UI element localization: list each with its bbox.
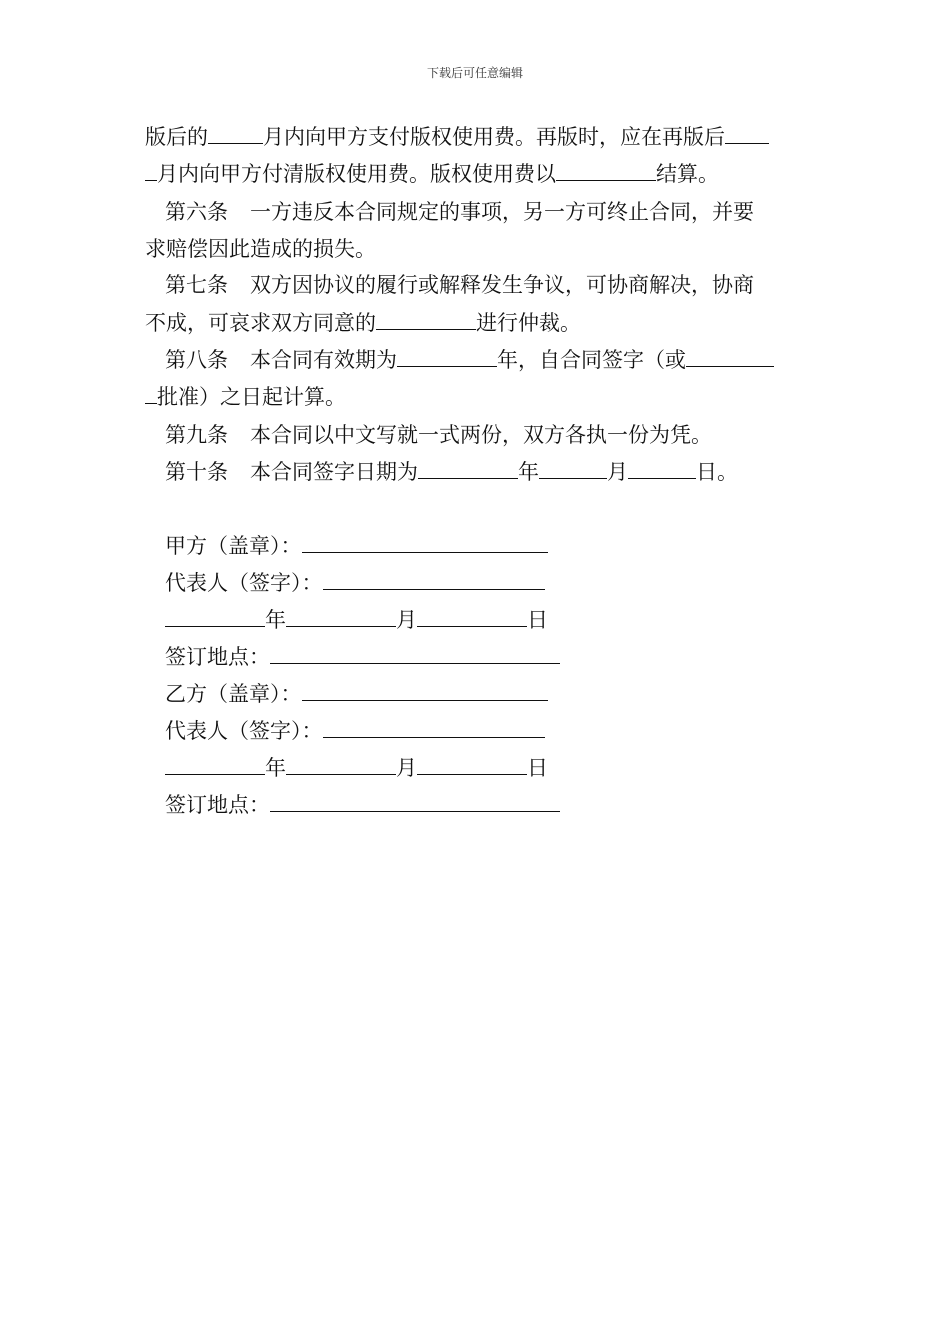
article-label: 第九条 — [165, 423, 228, 447]
article-8-line-1 — [165, 345, 774, 374]
party-b-seal-line — [165, 679, 548, 708]
article-label: 第六条 — [165, 200, 228, 224]
date-b-day-field[interactable] — [417, 753, 527, 775]
article-5-line-2 — [145, 159, 719, 188]
rep-a-label: 代表人（签字）： — [165, 571, 323, 595]
text: 月 — [396, 756, 417, 780]
text: 年，自合同签字（或 — [497, 348, 686, 372]
text: 批准）之日起计算。 — [157, 385, 346, 409]
place-a-line — [165, 642, 560, 671]
text: 日 — [527, 756, 548, 780]
party-a-label: 甲方（盖章）： — [165, 534, 302, 558]
text: 本合同以中文写就一式两份，双方各执一份为凭。 — [250, 423, 712, 447]
text: 年 — [265, 756, 286, 780]
article-9-line — [165, 421, 712, 449]
text: 双方因协议的履行或解释发生争议，可协商解决，协商 — [250, 273, 754, 297]
fill-blank[interactable] — [725, 122, 769, 144]
text: 一方违反本合同规定的事项，另一方可终止合同，并要 — [250, 200, 754, 224]
date-a-year-field[interactable] — [165, 605, 265, 627]
fill-blank[interactable] — [208, 122, 263, 144]
text: 年 — [265, 608, 286, 632]
fill-blank[interactable] — [145, 382, 157, 404]
date-a-month-field[interactable] — [286, 605, 396, 627]
place-b-label: 签订地点： — [165, 793, 270, 817]
date-b-year-field[interactable] — [165, 753, 265, 775]
article-7-line-2 — [145, 308, 581, 337]
article-10-line — [165, 457, 738, 486]
rep-b-sign-field[interactable] — [323, 716, 545, 738]
date-a-line — [165, 605, 548, 634]
party-a-seal-line — [165, 531, 548, 560]
place-b-line — [165, 790, 560, 819]
fill-blank[interactable] — [556, 159, 656, 181]
text: 日 — [527, 608, 548, 632]
fill-blank[interactable] — [539, 457, 607, 479]
article-7-line-1 — [165, 271, 754, 299]
page-header: 下载后可任意编辑 — [426, 66, 523, 80]
place-a-field[interactable] — [270, 642, 560, 664]
article-5-line-1 — [145, 122, 769, 151]
text: 月 — [396, 608, 417, 632]
rep-a-sign-line — [165, 568, 545, 597]
party-b-seal-field[interactable] — [302, 679, 548, 701]
fill-blank[interactable] — [376, 308, 476, 330]
article-6-line-1 — [165, 198, 754, 226]
article-8-line-2 — [145, 382, 346, 411]
rep-b-sign-line — [165, 716, 545, 745]
text: 月 — [607, 460, 628, 484]
text: 结算。 — [656, 162, 719, 186]
place-b-field[interactable] — [270, 790, 560, 812]
fill-blank[interactable] — [397, 345, 497, 367]
fill-blank[interactable] — [628, 457, 696, 479]
text: 年 — [518, 460, 539, 484]
party-b-label: 乙方（盖章）： — [165, 682, 302, 706]
date-b-month-field[interactable] — [286, 753, 396, 775]
date-b-line — [165, 753, 548, 782]
text: 进行仲裁。 — [476, 311, 581, 335]
fill-blank[interactable] — [418, 457, 518, 479]
text: 求赔偿因此造成的损失。 — [145, 237, 376, 261]
text: 月内向甲方付清版权使用费。版权使用费以 — [157, 162, 556, 186]
date-a-day-field[interactable] — [417, 605, 527, 627]
party-a-seal-field[interactable] — [302, 531, 548, 553]
text: 不成，可哀求双方同意的 — [145, 311, 376, 335]
article-label: 第十条 — [165, 460, 228, 484]
fill-blank[interactable] — [145, 159, 157, 181]
rep-a-sign-field[interactable] — [323, 568, 545, 590]
article-6-line-2 — [145, 235, 376, 263]
fill-blank[interactable] — [686, 345, 774, 367]
text: 版后的 — [145, 125, 208, 149]
text: 本合同签字日期为 — [250, 460, 418, 484]
text: 月内向甲方支付版权使用费。再版时，应在再版后 — [263, 125, 725, 149]
rep-b-label: 代表人（签字）： — [165, 719, 323, 743]
place-a-label: 签订地点： — [165, 645, 270, 669]
article-label: 第七条 — [165, 273, 228, 297]
article-label: 第八条 — [165, 348, 228, 372]
text: 本合同有效期为 — [250, 348, 397, 372]
text: 日。 — [696, 460, 738, 484]
